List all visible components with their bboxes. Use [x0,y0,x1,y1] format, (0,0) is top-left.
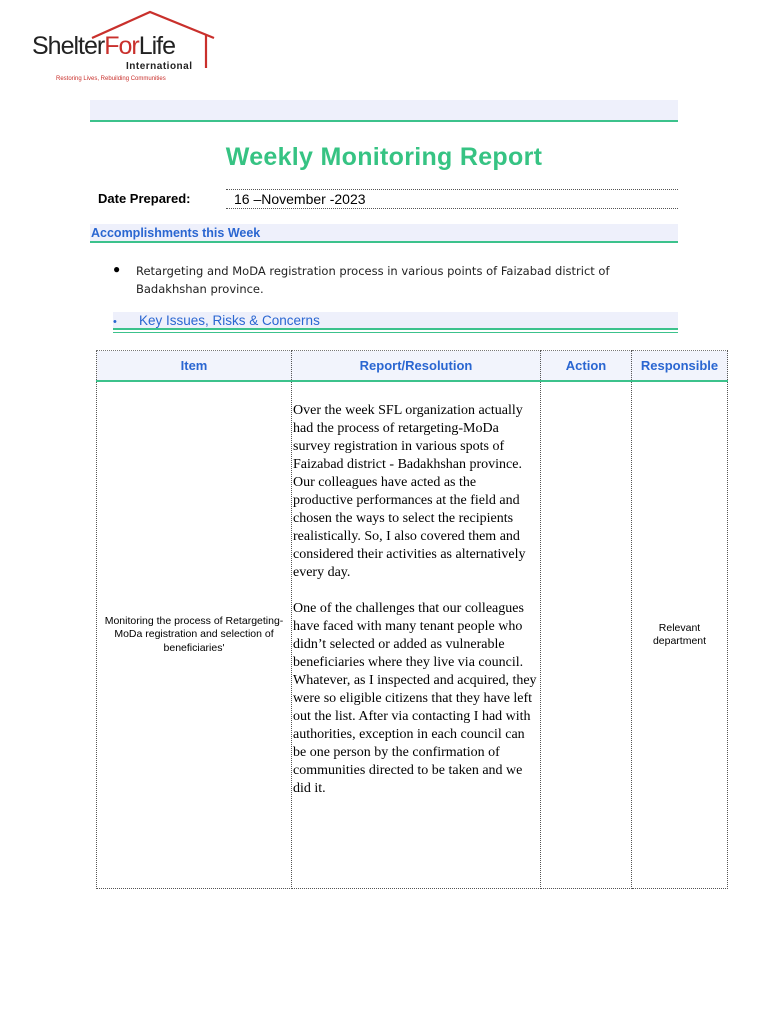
accomplishment-item: Retargeting and MoDA registration process in various points of Faizabad district of Badakhshan province. [136,264,610,296]
key-issues-bullet: • [113,316,117,328]
header-divider [90,120,678,122]
responsible-cell: Relevant department [632,381,728,889]
logo-wordmark: ShelterForLife [32,32,176,60]
report-table [96,350,728,889]
date-value: 16 –November -2023 [226,189,678,209]
table-row [97,381,728,889]
key-issues-divider [113,332,678,333]
logo-subtitle: International [126,61,193,72]
accomplishments-heading: Accomplishments this Week [90,224,678,243]
page-title: Weekly Monitoring Report [225,143,543,171]
key-issues-heading [113,312,678,330]
logo-tagline: Restoring Lives, Rebuilding Communities [56,76,166,82]
key-issues-heading-label: Key Issues, Risks & Concerns [139,313,320,328]
organization-logo [28,8,228,88]
report-cell [292,381,541,889]
bullet-icon: ● [113,262,121,276]
column-header-action: Action [541,351,632,382]
report-paragraph-1: Over the week SFL organization actually had the process of retargeting-MoDa survey registration in various spots of Faizabad district - Badakhshan province. Our colleagues have acted as the productive performances at the field and chosen the ways to select the recipients realistically. So, I also covered them and considered their activities as alternatively every day. [293,403,526,580]
action-cell [541,381,632,889]
column-header-report: Report/Resolution [292,351,541,382]
report-paragraph-2: One of the challenges that our colleagues have faced with many tenant people who didn’t selected or added as vulnerable beneficiaries where they live via council. Whatever, as I inspected and acquired, they were so eligible citizens that they have left out the list. After via contacting I had with authorities, exception in each council can be one person by the confirmation of communities directed to be taken and we did it. [293,601,537,796]
date-label: Date Prepared: [98,191,191,206]
item-cell: Monitoring the process of Retargeting- MoDa registration and selection of beneficiaries' [97,381,292,889]
header-band [90,100,678,120]
column-header-responsible: Responsible [632,351,728,382]
column-header-item: Item [97,351,292,382]
table-header-row [97,351,728,382]
